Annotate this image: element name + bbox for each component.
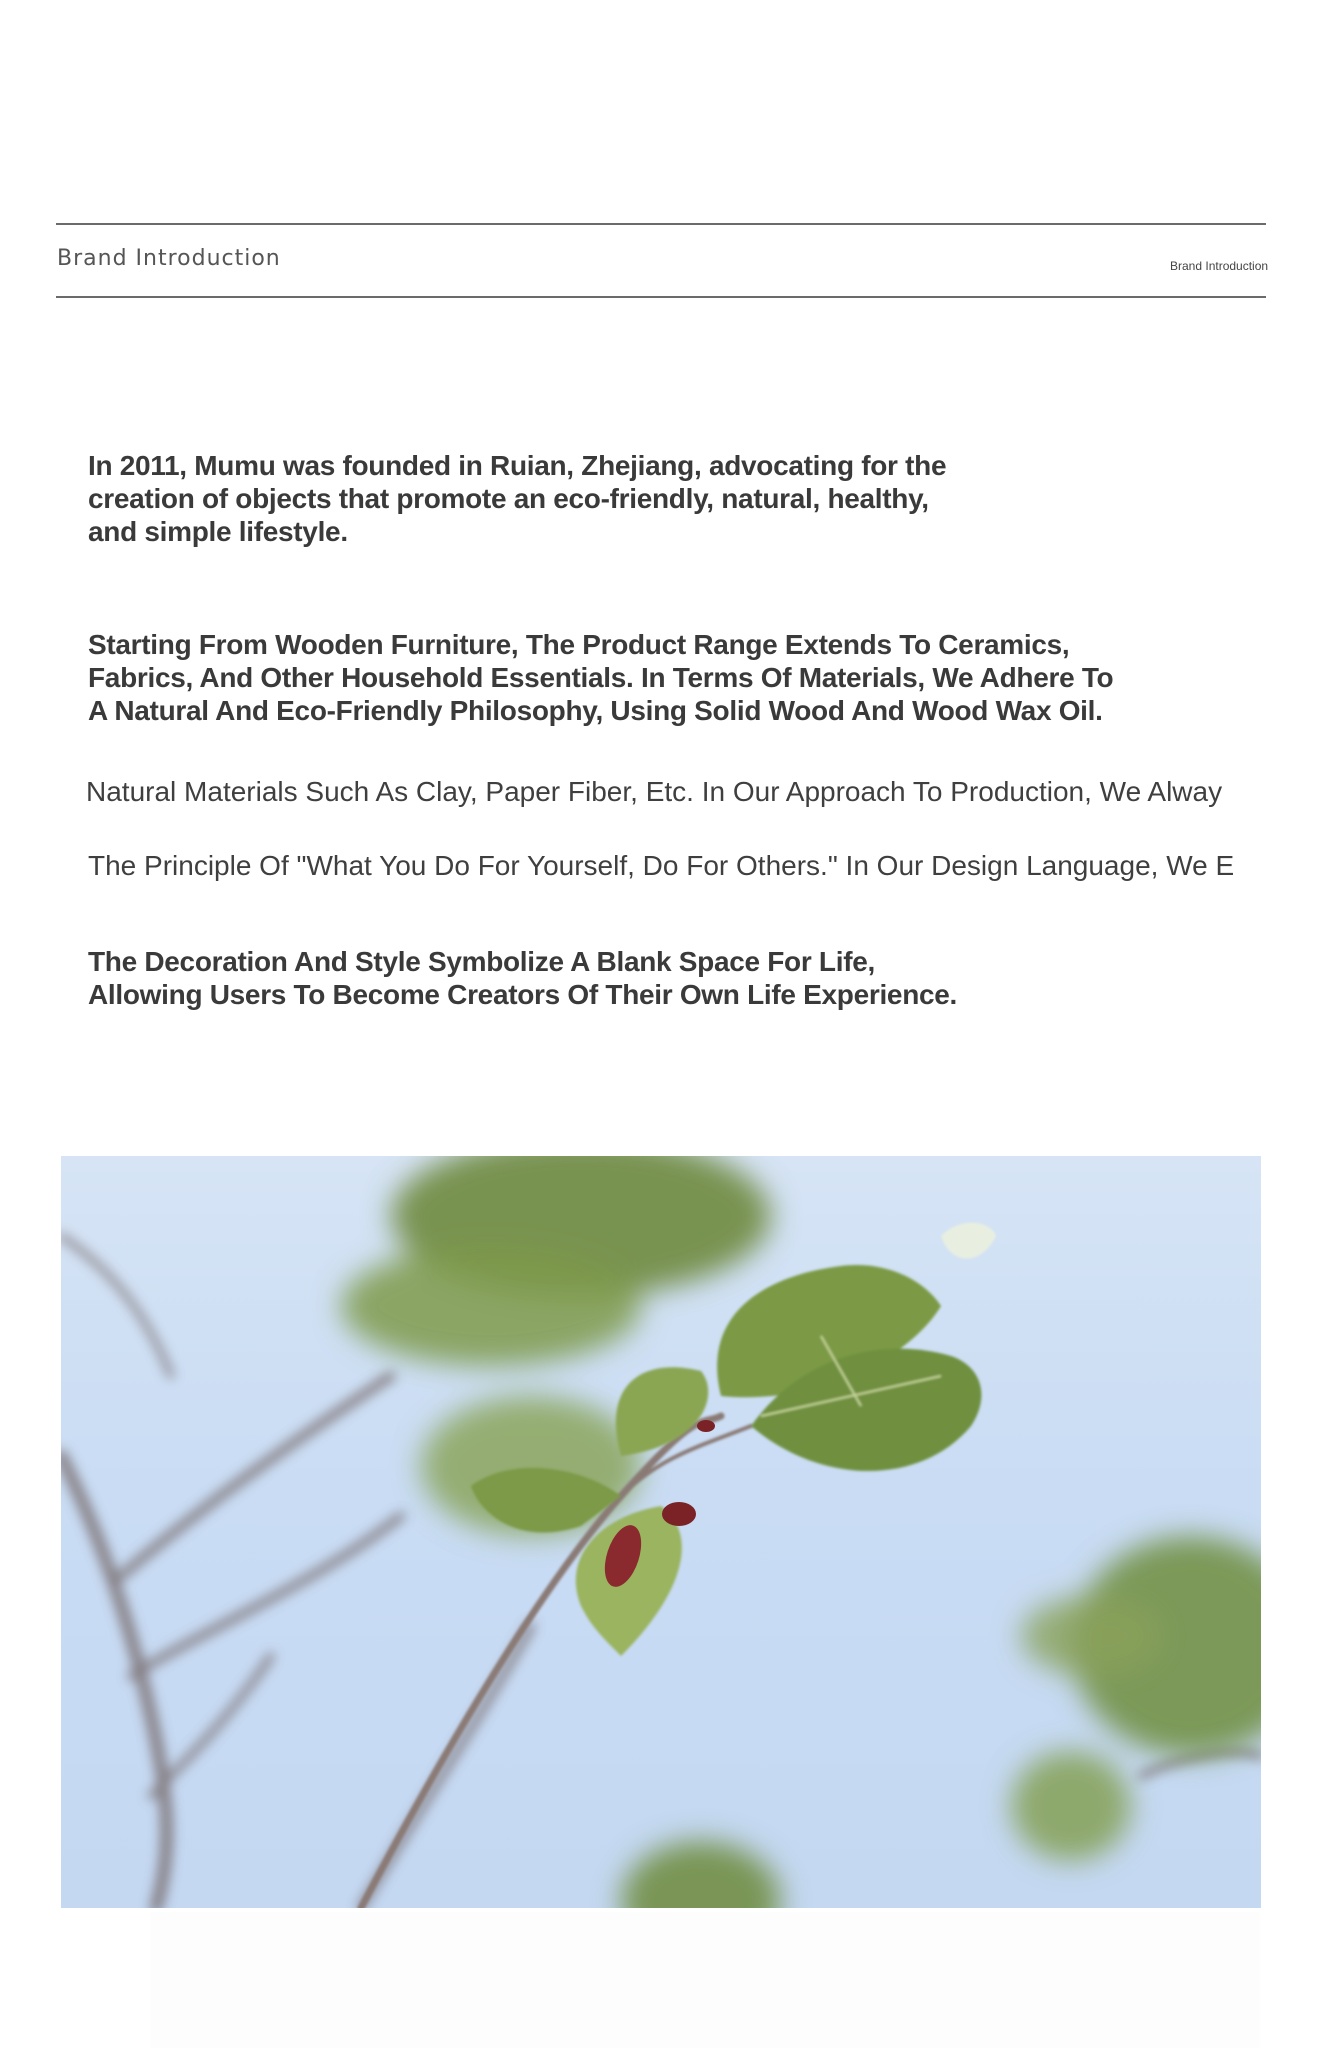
text-line: Starting From Wooden Furniture, The Product Range Extends To Ceramics, (88, 629, 1070, 660)
text-line: and simple lifestyle. (88, 516, 348, 547)
header-divider-bottom (56, 296, 1266, 298)
intro-paragraph-style (88, 945, 957, 1011)
text-line: Fabrics, And Other Household Essentials. In Terms Of Materials, We Adhere To (88, 662, 1114, 693)
text-line: creation of objects that promote an eco-friendly, natural, healthy, (88, 483, 929, 514)
hero-image-mulberry-leaves (61, 1156, 1261, 1908)
text-line: The Decoration And Style Symbolize A Blank Space For Life, (88, 946, 875, 977)
text-line: A Natural And Eco-Friendly Philosophy, Using Solid Wood And Wood Wax Oil. (88, 695, 1103, 726)
page-title: Brand Introduction (57, 246, 281, 271)
footer-spacer (150, 1912, 1260, 2048)
intro-paragraph-principle: The Principle Of "What You Do For Yourself, Do For Others." In Our Design Language, We E (88, 850, 1235, 881)
intro-paragraph-materials: Natural Materials Such As Clay, Paper Fiber, Etc. In Our Approach To Production, We Alway (86, 776, 1223, 807)
intro-paragraph-founding (88, 449, 946, 548)
header-divider-top (56, 223, 1266, 225)
text-line: Allowing Users To Become Creators Of Their Own Life Experience. (88, 979, 958, 1010)
breadcrumb-link[interactable]: Brand Introduction (1170, 259, 1269, 273)
intro-paragraph-products (88, 628, 1113, 727)
text-line: In 2011, Mumu was founded in Ruian, Zhejiang, advocating for the (88, 450, 947, 481)
